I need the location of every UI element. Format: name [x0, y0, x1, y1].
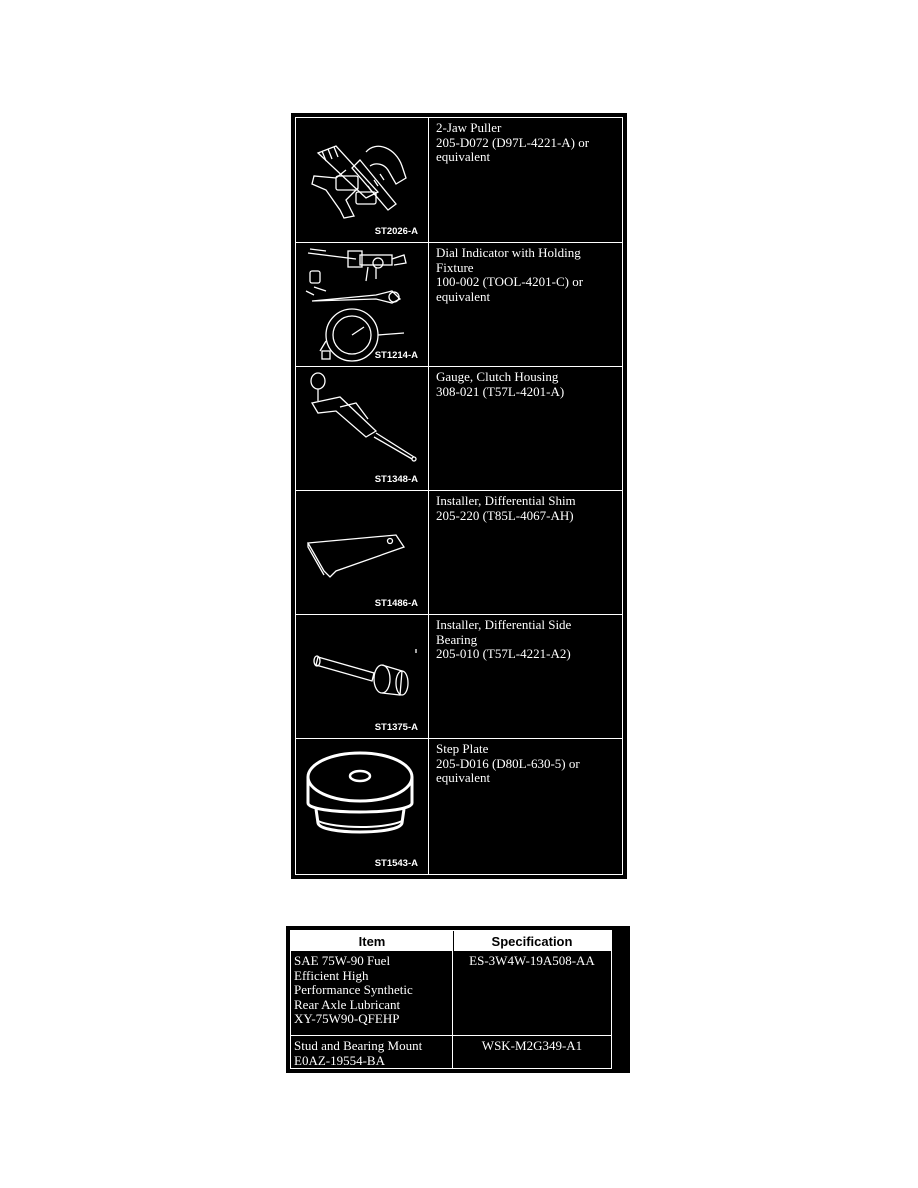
tool-code: ST1486-A [374, 598, 418, 609]
tool-row [295, 614, 623, 739]
tool-row [295, 117, 623, 243]
item-header: Item [291, 931, 454, 951]
tool-code: ST2026-A [374, 226, 418, 237]
spec-cell: ES-3W4W-19A508-AA [469, 953, 595, 968]
tool-illustration-cell [295, 614, 429, 739]
tool-illustration-cell [295, 117, 429, 243]
tool-code: ST1214-A [374, 350, 418, 361]
tool-description: Step Plate 205-D016 (D80L-630-5) or equivalent [428, 738, 623, 875]
tool-description: Gauge, Clutch Housing 308-021 (T57L-4201-A) [428, 366, 623, 491]
specification-header: Specification [491, 934, 573, 949]
tool-description: Dial Indicator with Holding Fixture 100-002 (TOOL-4201-C) or equivalent [428, 242, 623, 367]
tool-row [295, 242, 623, 367]
special-tools-table [291, 113, 627, 879]
table-row [291, 951, 611, 1035]
tool-description: Installer, Differential Shim 205-220 (T85L-4067-AH) [428, 490, 623, 615]
tool-row [295, 366, 623, 491]
tool-row [295, 738, 623, 875]
spec-header-row [291, 931, 611, 951]
tool-description: 2-Jaw Puller 205-D072 (D97L-4221-A) or equivalent [428, 117, 623, 243]
tool-code: ST1543-A [374, 858, 418, 869]
materials-spec-table [286, 926, 630, 1073]
tool-illustration-cell [295, 490, 429, 615]
tool-row [295, 490, 623, 615]
item-cell: SAE 75W-90 Fuel Efficient High Performance Synthetic Rear Axle Lubricant XY-75W90-QFEHP [291, 951, 453, 1035]
tool-code: ST1348-A [374, 474, 418, 485]
tool-illustration-cell [295, 242, 429, 367]
item-cell: Stud and Bearing Mount E0AZ-19554-BA [291, 1036, 453, 1068]
table-row [291, 1036, 611, 1068]
spec-grid [290, 930, 612, 1069]
tool-description: Installer, Differential Side Bearing 205-010 (T57L-4221-A2) [428, 614, 623, 739]
tool-code: ST1375-A [374, 722, 418, 733]
tool-illustration-cell [295, 366, 429, 491]
spec-cell: WSK-M2G349-A1 [481, 1038, 583, 1053]
step-plate-icon [296, 739, 430, 876]
tool-illustration-cell [295, 738, 429, 875]
